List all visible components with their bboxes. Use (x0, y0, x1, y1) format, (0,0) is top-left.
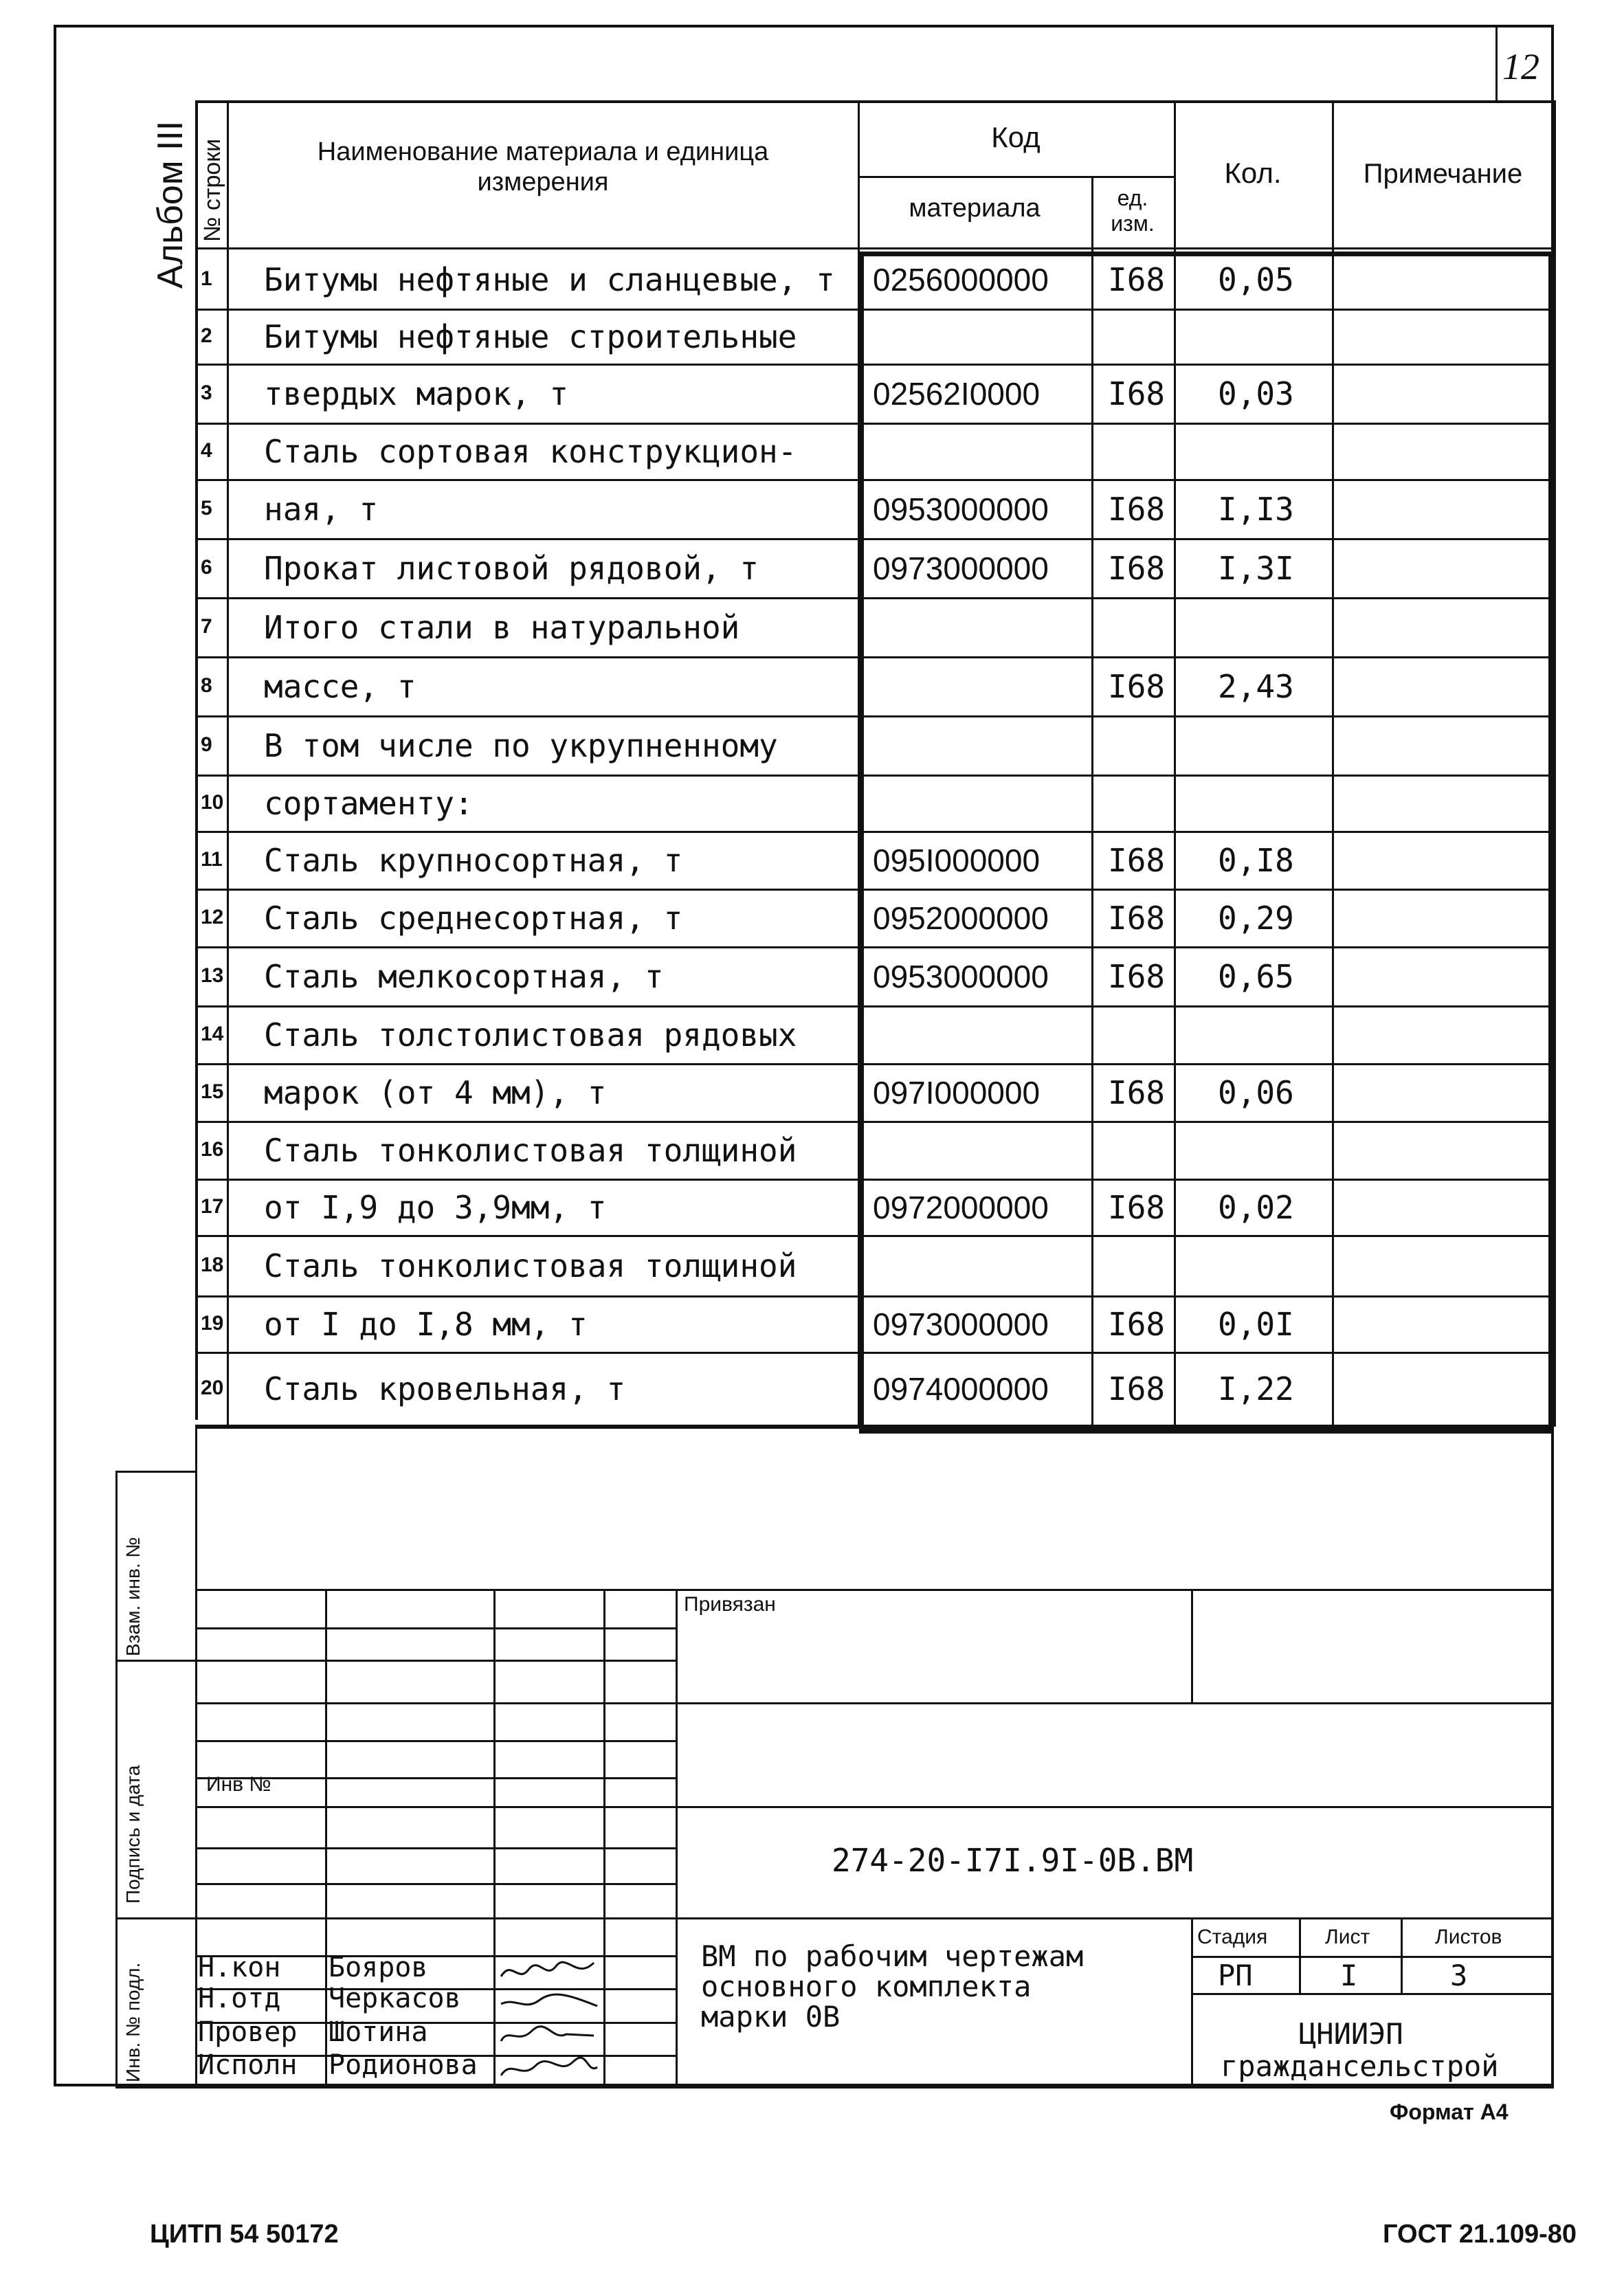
header-code-material: материала (909, 194, 1041, 223)
tb-col1 (325, 1589, 327, 2086)
row-number: 10 (201, 791, 224, 814)
row-unit: I68 (1108, 491, 1166, 528)
col-line-note (1554, 100, 1556, 1427)
description-line-1: ВМ по рабочим чертежам (701, 1939, 1084, 1973)
side-strip-div2 (115, 1917, 195, 1919)
tb-stage-left (1191, 1917, 1193, 2086)
row-code: 0952000000 (873, 900, 1049, 936)
row-qty: 0,65 (1218, 958, 1294, 995)
side-strip-line (115, 1471, 118, 2086)
row-qty: 0,03 (1218, 375, 1294, 412)
tb-col3 (603, 1589, 605, 2086)
row-qty: 0,0I (1218, 1306, 1294, 1343)
row-code: 0953000000 (873, 959, 1049, 994)
tb-col2 (493, 1589, 496, 2086)
header-row-no: № строки (199, 138, 225, 242)
tb-stage-div1 (1299, 1917, 1301, 1993)
row-name: Сталь сортовая конструкцион- (264, 433, 797, 470)
row-unit: I68 (1108, 1074, 1166, 1111)
row-qty: I,22 (1218, 1370, 1294, 1407)
row-number: 20 (201, 1377, 224, 1399)
row-name: Сталь тонколистовая толщиной (264, 1132, 797, 1169)
side-label-inv-podl: Инв. № подл. (122, 1962, 144, 2082)
table-bottom (195, 1427, 1554, 1429)
signature-icon (498, 2020, 601, 2051)
row-unit: I68 (1108, 1189, 1166, 1226)
table-row (195, 717, 1554, 777)
row-name: от I,9 до 3,9мм, т (264, 1189, 607, 1226)
org-line-2: граждансельстрой (1221, 2049, 1499, 2083)
tb-privyazan-div (1191, 1589, 1193, 1702)
row-qty: 0,29 (1218, 900, 1294, 937)
table-row (195, 1237, 1554, 1298)
signature-icon (498, 1987, 601, 2017)
table-row (195, 481, 1554, 540)
description-line-3: марки 0В (701, 2000, 841, 2034)
table-row (195, 948, 1554, 1007)
row-number: 16 (201, 1138, 224, 1161)
side-strip-div1 (115, 1660, 195, 1662)
role-label: Исполн (198, 2049, 298, 2081)
row-unit: I68 (1108, 375, 1166, 412)
row-unit: I68 (1108, 900, 1166, 937)
tb-r9 (195, 1917, 1554, 1919)
row-number: 1 (201, 267, 212, 290)
row-name: Итого стали в натуральной (264, 609, 740, 646)
row-code: 097I000000 (873, 1075, 1041, 1111)
table-row (195, 777, 1554, 833)
row-number: 3 (201, 381, 212, 404)
row-name: от I до I,8 мм, т (264, 1306, 588, 1343)
row-code: 0953000000 (873, 491, 1049, 527)
row-name: массе, т (264, 668, 416, 705)
row-qty: 0,I8 (1218, 842, 1294, 879)
stage-value: РП (1218, 1959, 1253, 1992)
row-unit: I68 (1108, 1306, 1166, 1343)
row-number: 5 (201, 497, 212, 520)
header-code-unit: ед. изм. (1111, 186, 1155, 236)
row-number: 6 (201, 556, 212, 579)
row-name: твердых марок, т (264, 375, 569, 412)
row-number: 11 (201, 848, 223, 871)
row-number: 2 (201, 324, 212, 347)
footer-right: ГОСТ 21.109-80 (1383, 2220, 1577, 2249)
row-qty: 0,02 (1218, 1189, 1294, 1226)
row-name: Сталь мелкосортная, т (264, 958, 664, 995)
tb-stage-div2 (1401, 1917, 1403, 1993)
row-number: 9 (201, 733, 212, 756)
tb-r2 (195, 1660, 676, 1662)
role-person-name: Шотина (329, 2016, 428, 2048)
footer-left: ЦИТП 54 50172 (150, 2220, 339, 2249)
row-number: 8 (201, 674, 212, 697)
left-margin-line (195, 1427, 197, 2086)
row-number: 4 (201, 439, 212, 462)
header-code: Код (991, 121, 1041, 153)
table-row (195, 658, 1554, 717)
table-row (195, 1298, 1554, 1354)
row-name: Сталь толстолистовая рядовых (264, 1016, 797, 1054)
row-unit: I68 (1108, 958, 1166, 995)
row-unit: I68 (1108, 550, 1166, 587)
row-name: Сталь крупносортная, т (264, 842, 683, 879)
row-unit: I68 (1108, 842, 1166, 879)
tb-r6 (195, 1806, 1554, 1808)
privyazan-label: Привязан (684, 1593, 776, 1616)
row-code: 095I000000 (873, 843, 1041, 878)
format-label: Формат А4 (1390, 2100, 1509, 2124)
table-row (195, 833, 1554, 891)
table-row (195, 891, 1554, 948)
table-row (195, 1354, 1554, 1427)
row-name: В том числе по укрупненному (264, 727, 778, 764)
table-row (195, 252, 1554, 311)
page-number-box-divider (1495, 25, 1498, 100)
row-qty: 0,06 (1218, 1074, 1294, 1111)
row-number: 7 (201, 615, 212, 638)
row-number: 15 (201, 1080, 224, 1103)
signature-icon (498, 2053, 601, 2084)
row-code: 0973000000 (873, 1306, 1049, 1342)
document-code: 274-20-I7I.9I-0В.ВМ (832, 1842, 1194, 1879)
row-qty: 2,43 (1218, 668, 1294, 705)
tb-bottom (115, 2086, 1554, 2089)
row-number: 13 (201, 964, 224, 987)
tb-r7 (195, 1847, 676, 1849)
tb-r8 (195, 1883, 676, 1885)
role-person-name: Родионова (329, 2049, 478, 2081)
header-note: Примечание (1363, 159, 1523, 189)
tb-col4 (676, 1589, 678, 2086)
sheet-value: I (1340, 1959, 1358, 1992)
header-qty: Кол. (1224, 157, 1282, 189)
row-number: 12 (201, 906, 224, 928)
row-name: Битумы нефтяные строительные (264, 318, 797, 355)
table-row (195, 540, 1554, 599)
signature-icon (498, 1956, 601, 1986)
role-label: Провер (198, 2016, 298, 2048)
row-number: 19 (201, 1312, 224, 1335)
row-code: 0974000000 (873, 1371, 1049, 1407)
sheet-label: Лист (1325, 1926, 1370, 1948)
header-name: Наименование материала и единица измерения (317, 137, 769, 197)
side-strip-top (115, 1471, 195, 1473)
page-number: 12 (1502, 46, 1539, 87)
row-number: 18 (201, 1254, 224, 1276)
row-code: 0256000000 (873, 262, 1049, 298)
tb-top (195, 1589, 1554, 1591)
row-unit: I68 (1108, 1370, 1166, 1407)
sheets-value: 3 (1450, 1959, 1468, 1992)
tb-stage-r1 (1191, 1956, 1554, 1958)
row-qty: I,I3 (1218, 491, 1294, 528)
row-code: 0972000000 (873, 1190, 1049, 1225)
row-number: 14 (201, 1023, 224, 1045)
row-name: марок (от 4 мм), т (264, 1074, 607, 1111)
role-person-name: Черкасов (329, 1983, 461, 2014)
table-row (195, 1123, 1554, 1181)
tb-stage-r2 (1191, 1993, 1554, 1995)
side-label-vzam: Взам. инв. № (122, 1537, 144, 1656)
table-row (195, 311, 1554, 366)
row-unit: I68 (1108, 668, 1166, 705)
album-label: Альбом III (151, 120, 190, 289)
org-line-1: ЦНИИЭП (1299, 2017, 1403, 2051)
row-code: 0973000000 (873, 550, 1049, 586)
role-label: Н.кон (198, 1952, 281, 1983)
tb-r4 (195, 1740, 676, 1742)
row-name: Прокат листовой рядовой, т (264, 550, 759, 587)
table-row (195, 425, 1554, 481)
role-person-name: Бояров (329, 1952, 428, 1983)
table-row (195, 1181, 1554, 1237)
table-row (195, 1007, 1554, 1065)
header-bottom (195, 247, 1554, 249)
row-number: 17 (201, 1195, 224, 1218)
row-qty: 0,05 (1218, 261, 1294, 298)
side-label-podpis: Подпись и дата (122, 1765, 144, 1904)
inv-no-label: Инв № (206, 1773, 271, 1796)
row-name: Битумы нефтяные и сланцевые, т (264, 261, 835, 298)
table-row (195, 1065, 1554, 1123)
table-row (195, 366, 1554, 425)
row-name: сортаменту: (264, 785, 474, 822)
row-name: Сталь тонколистовая толщиной (264, 1247, 797, 1284)
code-header-divider (858, 176, 1174, 178)
row-name: Сталь кровельная, т (264, 1370, 626, 1407)
row-unit: I68 (1108, 261, 1166, 298)
stage-label: Стадия (1197, 1926, 1268, 1948)
row-name: ная, т (264, 491, 379, 528)
tb-r3 (195, 1702, 1554, 1704)
sheets-label: Листов (1435, 1926, 1502, 1948)
role-label: Н.отд (198, 1983, 281, 2014)
row-code: 02562I0000 (873, 376, 1041, 412)
table-row (195, 599, 1554, 658)
row-qty: I,3I (1218, 550, 1294, 587)
description-line-2: основного комплекта (701, 1970, 1032, 2003)
row-name: Сталь среднесортная, т (264, 900, 683, 937)
tb-r1 (195, 1627, 676, 1629)
